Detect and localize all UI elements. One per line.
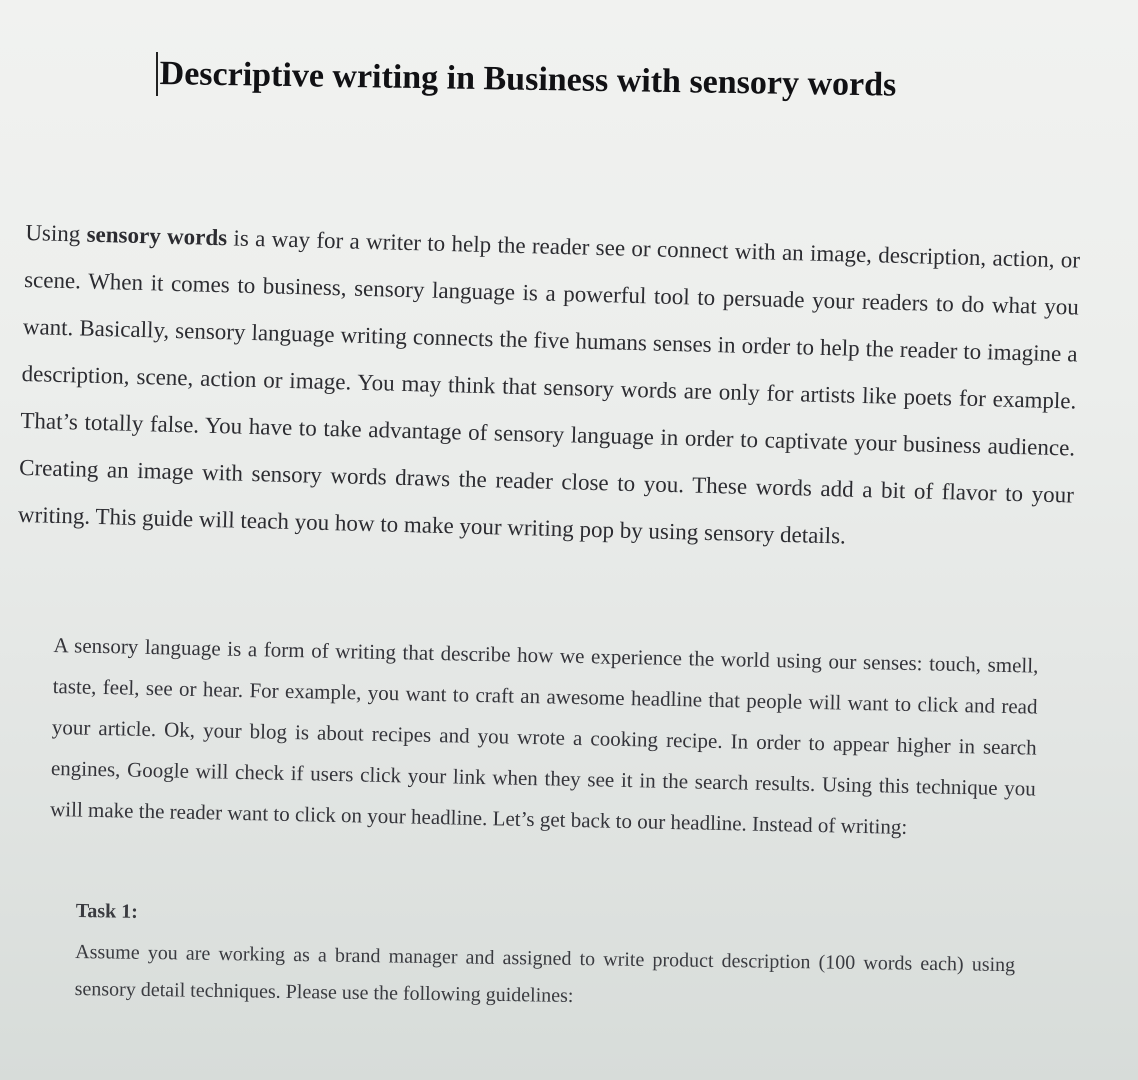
paragraph-intro-rest: is a way for a writer to help the reader see or connect with an image, description, action, or scene. When it comes to business, sensory language is a powerful tool to persuade your readers to do what you want. Basically, sensory language writing connects the five humans senses in order to help the reader to imagine a description, scene, action or image. You may think that sensory words are only for artists like poets for example. That’s totally false. You have to take advantage of sensory language in order to captivate your business audience. Creating an image with sensory words draws the reader close to you. These words add a bit of flavor to your writing. This guide will teach you how to make your writing pop by using sensory details. xyxy=(17,225,1081,549)
document-title: Descriptive writing in Business with sensory words xyxy=(159,54,897,104)
task-section xyxy=(74,896,1015,1021)
text-cursor xyxy=(156,52,158,96)
paragraph-intro-lead: Using xyxy=(25,219,88,247)
paragraph-intro xyxy=(17,209,1080,566)
paragraph-sensory-language: A sensory language is a form of writing that describe how we experience the world using our senses: touch, smell, taste, feel, see or hear. For example, you want to craft an awesome headline that people will want to click and read your article. Ok, your blog is about recipes and you wrote a cooking recipe. In order to appear higher in search engines, Google will check if users click your link when they see it in the search results. Using this technique you will make the reader want to click on your headline. Let’s get back to our headline. Instead of writing: xyxy=(49,632,1039,839)
task-body: Assume you are working as a brand manager and assigned to write product description (100 words each) using sensory detail techniques. Please use the following guidelines: xyxy=(74,940,1016,1007)
paragraph-intro-bold: sensory words xyxy=(86,221,228,251)
task-heading: Task 1: xyxy=(75,899,139,923)
